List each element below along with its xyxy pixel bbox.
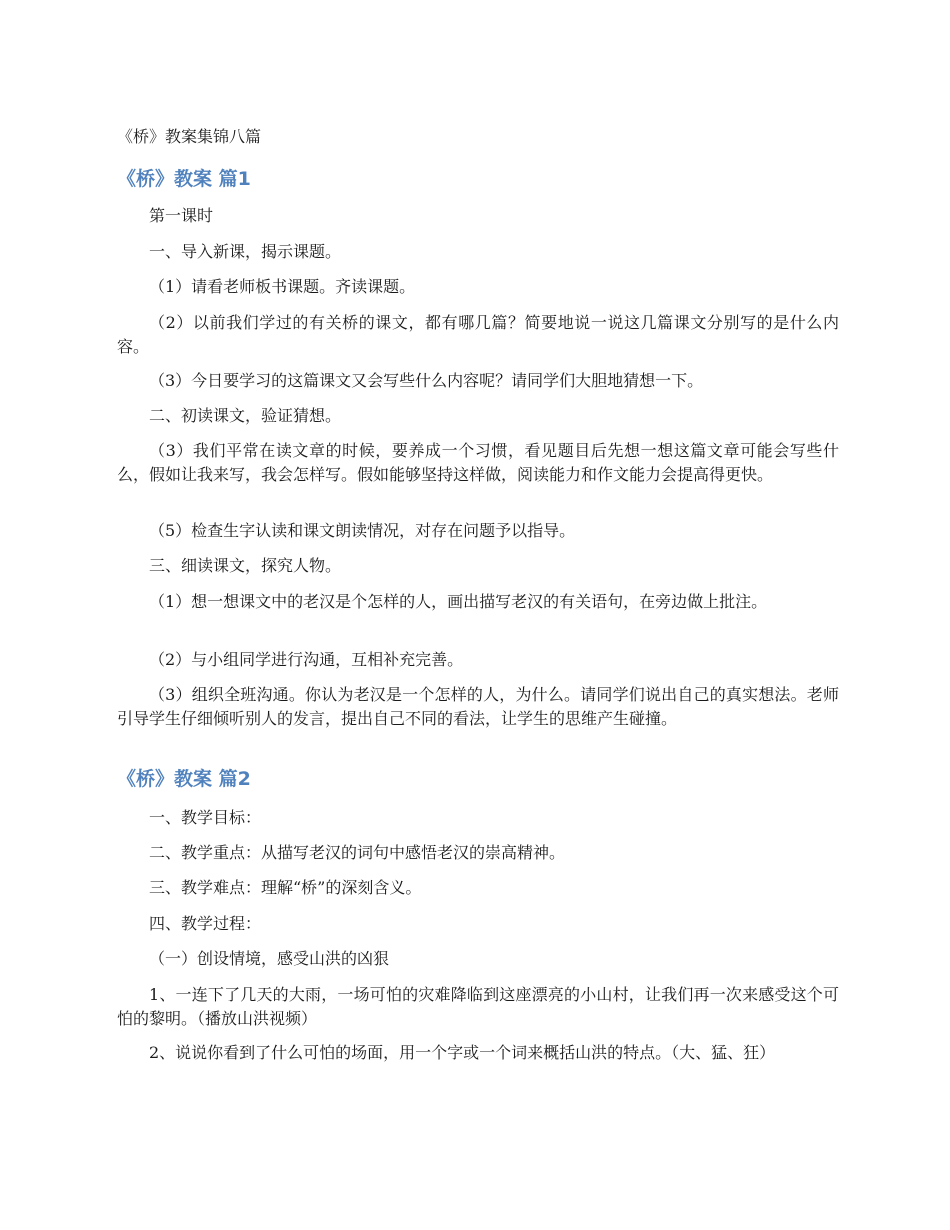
paragraph: （3）我们平常在读文章的时候，要养成一个习惯，看见题目后先想一想这篇文章可能会写些什么，假如让我来写，我会怎样写。假如能够坚持这样做，阅读能力和作文能力会提高得更快。 (117, 441, 839, 484)
paragraph: 二、初读课文，验证猜想。 (149, 406, 342, 425)
paragraph: （1）想一想课文中的老汉是个怎样的人，画出描写老汉的有关语句，在旁边做上批注。 (149, 592, 768, 611)
paragraph: （2）与小组同学进行沟通，互相补充完善。 (149, 650, 464, 669)
paragraph: 一、导入新课，揭示课题。 (149, 242, 342, 261)
section-heading: 《桥》教案 篇2 (117, 768, 251, 790)
paragraph: 二、教学重点：从描写老汉的词句中感悟老汉的崇高精神。 (149, 843, 566, 862)
paragraph: （1）请看老师板书课题。齐读课题。 (149, 277, 416, 296)
section-1 (117, 166, 839, 196)
paragraph: 四、教学过程： (149, 914, 262, 933)
paragraph: 2、说说你看到了什么可怕的场面，用一个字或一个词来概括山洪的特点。（大、猛、狂） (149, 1043, 776, 1062)
paragraph: （3）组织全班沟通。你认为老汉是一个怎样的人，为什么。请同学们说出自己的真实想法。老师引导学生仔细倾听别人的发言，提出自己不同的看法，让学生的思维产生碰撞。 (117, 685, 839, 728)
paragraph: （3）今日要学习的这篇课文又会写些什么内容呢？请同学们大胆地猜想一下。 (149, 371, 704, 390)
paragraph: 1、一连下了几天的大雨，一场可怕的灾难降临到这座漂亮的小山村，让我们再一次来感受这个可怕的黎明。（播放山洪视频） (117, 985, 839, 1028)
paragraph: 三、教学难点：理解“桥”的深刻含义。 (149, 878, 422, 897)
document-title: 《桥》教案集锦八篇 (117, 127, 262, 146)
paragraph: （5）检查生字认读和课文朗读情况，对存在问题予以指导。 (149, 521, 576, 540)
paragraph: 第一课时 (149, 206, 214, 225)
paragraph: （2）以前我们学过的有关桥的课文，都有哪几篇？简要地说一说这几篇课文分别写的是什么内容。 (117, 313, 839, 356)
paragraph: 三、细读课文，探究人物。 (149, 556, 342, 575)
paragraph: 一、教学目标： (149, 808, 262, 827)
section-2 (117, 766, 839, 796)
section-heading: 《桥》教案 篇1 (117, 168, 251, 190)
paragraph: （一）创设情境，感受山洪的凶狠 (149, 949, 390, 968)
